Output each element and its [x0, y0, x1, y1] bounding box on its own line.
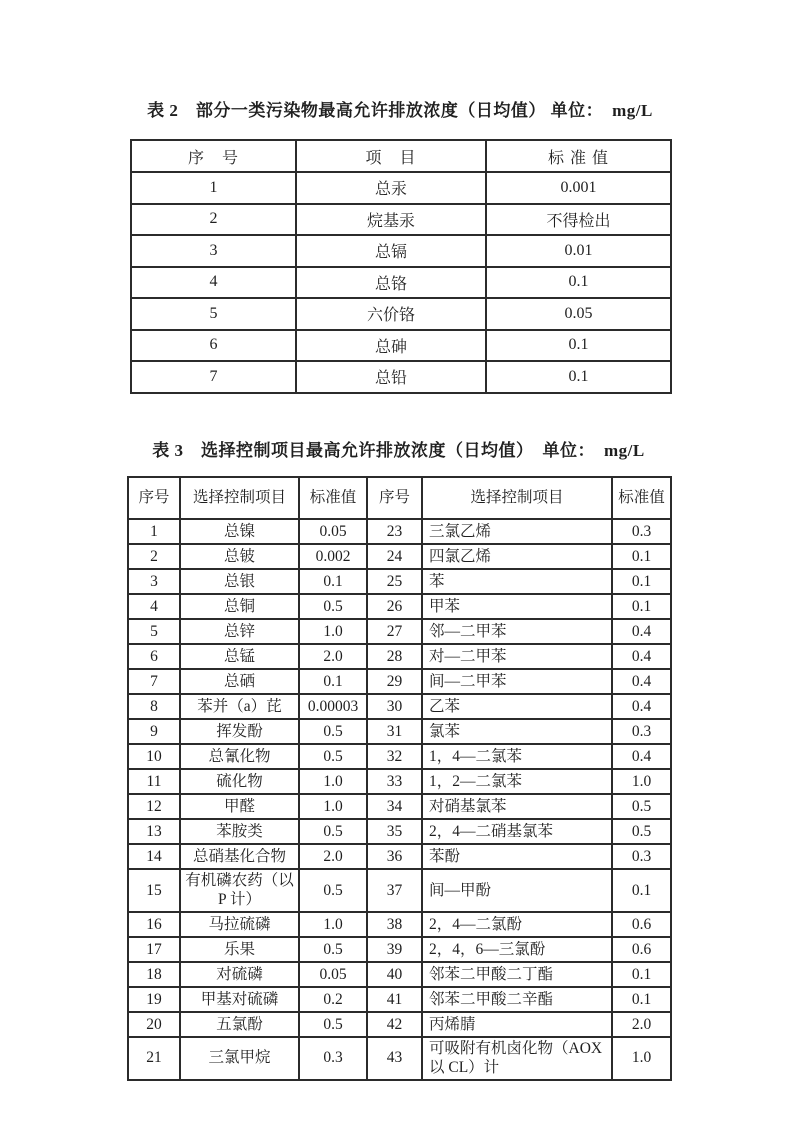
cell: 14 — [128, 844, 180, 869]
header-cell: 序 号 — [131, 140, 296, 172]
cell: 氯苯 — [422, 719, 612, 744]
table2-title: 表 2 部分一类污染物最高允许排放浓度（日均值） 单位： mg/L — [147, 101, 653, 120]
cell: 总银 — [180, 569, 299, 594]
cell: 总镉 — [296, 235, 486, 267]
cell: 总锌 — [180, 619, 299, 644]
cell: 邻苯二甲酸二丁酯 — [422, 962, 612, 987]
cell: 0.1 — [486, 267, 671, 299]
cell: 30 — [367, 694, 422, 719]
cell: 总氰化物 — [180, 744, 299, 769]
cell: 甲醛 — [180, 794, 299, 819]
cell: 42 — [367, 1012, 422, 1037]
cell: 2 — [128, 544, 180, 569]
cell: 0.2 — [299, 987, 367, 1012]
cell: 对硫磷 — [180, 962, 299, 987]
cell: 6 — [128, 644, 180, 669]
cell: 7 — [131, 361, 296, 393]
cell: 1，2—二氯苯 — [422, 769, 612, 794]
cell: 邻苯二甲酸二辛酯 — [422, 987, 612, 1012]
cell: 总铬 — [296, 267, 486, 299]
cell: 苯并（a）芘 — [180, 694, 299, 719]
cell: 4 — [128, 594, 180, 619]
cell: 硫化物 — [180, 769, 299, 794]
cell: 四氯乙烯 — [422, 544, 612, 569]
cell: 17 — [128, 937, 180, 962]
cell: 35 — [367, 819, 422, 844]
cell: 1.0 — [299, 794, 367, 819]
table3-title: 表 3 选择控制项目最高允许排放浓度（日均值） 单位： mg/L — [152, 441, 645, 460]
header-row — [128, 477, 671, 519]
cell: 0.4 — [612, 669, 671, 694]
table-row — [128, 644, 671, 669]
cell: 10 — [128, 744, 180, 769]
cell: 总铜 — [180, 594, 299, 619]
cell: 23 — [367, 519, 422, 544]
cell: 0.1 — [612, 569, 671, 594]
cell: 15 — [128, 869, 180, 912]
table-row — [128, 594, 671, 619]
cell: 总砷 — [296, 330, 486, 362]
table-row — [128, 544, 671, 569]
cell: 甲基对硫磷 — [180, 987, 299, 1012]
cell: 18 — [128, 962, 180, 987]
cell: 0.1 — [612, 869, 671, 912]
cell: 0.05 — [299, 519, 367, 544]
table3-body — [128, 519, 671, 1080]
table2-body — [131, 172, 671, 393]
cell: 0.4 — [612, 694, 671, 719]
cell: 38 — [367, 912, 422, 937]
table-row — [128, 869, 671, 912]
header-cell: 序号 — [128, 477, 180, 519]
header-cell: 标 准 值 — [486, 140, 671, 172]
header-cell: 项 目 — [296, 140, 486, 172]
cell: 7 — [128, 669, 180, 694]
cell: 21 — [128, 1037, 180, 1080]
header-row — [131, 140, 671, 172]
cell: 29 — [367, 669, 422, 694]
cell: 0.5 — [299, 937, 367, 962]
table2-header — [131, 140, 671, 172]
cell: 0.002 — [299, 544, 367, 569]
cell: 4 — [131, 267, 296, 299]
header-cell: 标准值 — [299, 477, 367, 519]
table-row — [131, 298, 671, 330]
cell: 2.0 — [612, 1012, 671, 1037]
table-row — [128, 1037, 671, 1080]
cell: 0.00003 — [299, 694, 367, 719]
cell: 1，4—二氯苯 — [422, 744, 612, 769]
cell: 25 — [367, 569, 422, 594]
cell: 0.5 — [299, 1012, 367, 1037]
cell: 19 — [128, 987, 180, 1012]
table-row — [128, 719, 671, 744]
cell: 2 — [131, 204, 296, 236]
cell: 3 — [128, 569, 180, 594]
cell: 0.1 — [486, 361, 671, 393]
table-row — [128, 844, 671, 869]
table-row — [128, 794, 671, 819]
cell: 20 — [128, 1012, 180, 1037]
cell: 2.0 — [299, 844, 367, 869]
cell: 0.6 — [612, 912, 671, 937]
table-row — [128, 694, 671, 719]
cell: 0.05 — [486, 298, 671, 330]
cell: 39 — [367, 937, 422, 962]
cell: 43 — [367, 1037, 422, 1080]
cell: 有机磷农药（以 P 计） — [180, 869, 299, 912]
header-cell: 选择控制项目 — [180, 477, 299, 519]
cell: 1.0 — [299, 912, 367, 937]
table-row — [131, 172, 671, 204]
cell: 间—二甲苯 — [422, 669, 612, 694]
table3 — [127, 476, 672, 1081]
cell: 总镍 — [180, 519, 299, 544]
cell: 0.4 — [612, 644, 671, 669]
cell: 0.5 — [299, 744, 367, 769]
cell: 丙烯腈 — [422, 1012, 612, 1037]
cell: 1 — [128, 519, 180, 544]
table-row — [128, 1012, 671, 1037]
cell: 0.1 — [612, 962, 671, 987]
cell: 0.1 — [612, 544, 671, 569]
table-row — [128, 519, 671, 544]
cell: 31 — [367, 719, 422, 744]
cell: 37 — [367, 869, 422, 912]
cell: 0.5 — [299, 869, 367, 912]
cell: 12 — [128, 794, 180, 819]
cell: 马拉硫磷 — [180, 912, 299, 937]
cell: 总硝基化合物 — [180, 844, 299, 869]
cell: 5 — [131, 298, 296, 330]
cell: 0.5 — [612, 794, 671, 819]
table-row — [131, 204, 671, 236]
cell: 41 — [367, 987, 422, 1012]
table-row — [131, 235, 671, 267]
table-row — [128, 744, 671, 769]
cell: 13 — [128, 819, 180, 844]
header-cell: 序号 — [367, 477, 422, 519]
cell: 间—甲酚 — [422, 869, 612, 912]
cell: 2，4，6—三氯酚 — [422, 937, 612, 962]
cell: 2.0 — [299, 644, 367, 669]
table-row — [128, 937, 671, 962]
table-row — [128, 962, 671, 987]
table2 — [130, 139, 672, 394]
table-row — [128, 987, 671, 1012]
cell: 0.5 — [612, 819, 671, 844]
table-row — [131, 361, 671, 393]
cell: 9 — [128, 719, 180, 744]
cell: 三氯甲烷 — [180, 1037, 299, 1080]
cell: 可吸附有机卤化物（AOX 以 CL）计 — [422, 1037, 612, 1080]
cell: 28 — [367, 644, 422, 669]
cell: 8 — [128, 694, 180, 719]
cell: 苯酚 — [422, 844, 612, 869]
cell: 苯 — [422, 569, 612, 594]
table-row — [128, 569, 671, 594]
cell: 2，4—二氯酚 — [422, 912, 612, 937]
table-row — [128, 669, 671, 694]
cell: 1.0 — [612, 1037, 671, 1080]
cell: 6 — [131, 330, 296, 362]
cell: 0.05 — [299, 962, 367, 987]
cell: 乙苯 — [422, 694, 612, 719]
table-row — [131, 330, 671, 362]
cell: 3 — [131, 235, 296, 267]
cell: 0.3 — [612, 719, 671, 744]
cell: 5 — [128, 619, 180, 644]
cell: 11 — [128, 769, 180, 794]
cell: 0.5 — [299, 719, 367, 744]
cell: 2，4—二硝基氯苯 — [422, 819, 612, 844]
cell: 甲苯 — [422, 594, 612, 619]
cell: 1 — [131, 172, 296, 204]
cell: 总汞 — [296, 172, 486, 204]
cell: 0.6 — [612, 937, 671, 962]
cell: 0.001 — [486, 172, 671, 204]
cell: 0.1 — [486, 330, 671, 362]
table-row — [128, 819, 671, 844]
cell: 0.1 — [299, 669, 367, 694]
cell: 0.01 — [486, 235, 671, 267]
cell: 总锰 — [180, 644, 299, 669]
table-row — [128, 912, 671, 937]
table-row — [128, 619, 671, 644]
cell: 0.4 — [612, 744, 671, 769]
cell: 34 — [367, 794, 422, 819]
cell: 33 — [367, 769, 422, 794]
table-row — [128, 769, 671, 794]
cell: 27 — [367, 619, 422, 644]
cell: 对—二甲苯 — [422, 644, 612, 669]
cell: 32 — [367, 744, 422, 769]
cell: 总硒 — [180, 669, 299, 694]
table3-header — [128, 477, 671, 519]
cell: 1.0 — [299, 619, 367, 644]
cell: 0.3 — [612, 519, 671, 544]
cell: 0.3 — [299, 1037, 367, 1080]
cell: 40 — [367, 962, 422, 987]
cell: 挥发酚 — [180, 719, 299, 744]
header-cell: 选择控制项目 — [422, 477, 612, 519]
header-cell: 标准值 — [612, 477, 671, 519]
cell: 对硝基氯苯 — [422, 794, 612, 819]
cell: 26 — [367, 594, 422, 619]
cell: 0.1 — [612, 987, 671, 1012]
cell: 乐果 — [180, 937, 299, 962]
cell: 0.4 — [612, 619, 671, 644]
cell: 总铅 — [296, 361, 486, 393]
cell: 邻—二甲苯 — [422, 619, 612, 644]
table-row — [131, 267, 671, 299]
cell: 16 — [128, 912, 180, 937]
cell: 苯胺类 — [180, 819, 299, 844]
cell: 不得检出 — [486, 204, 671, 236]
cell: 五氯酚 — [180, 1012, 299, 1037]
cell: 六价铬 — [296, 298, 486, 330]
cell: 24 — [367, 544, 422, 569]
cell: 0.3 — [612, 844, 671, 869]
cell: 烷基汞 — [296, 204, 486, 236]
cell: 0.5 — [299, 594, 367, 619]
cell: 三氯乙烯 — [422, 519, 612, 544]
cell: 0.1 — [299, 569, 367, 594]
cell: 1.0 — [299, 769, 367, 794]
cell: 0.5 — [299, 819, 367, 844]
cell: 0.1 — [612, 594, 671, 619]
cell: 36 — [367, 844, 422, 869]
cell: 总铍 — [180, 544, 299, 569]
cell: 1.0 — [612, 769, 671, 794]
